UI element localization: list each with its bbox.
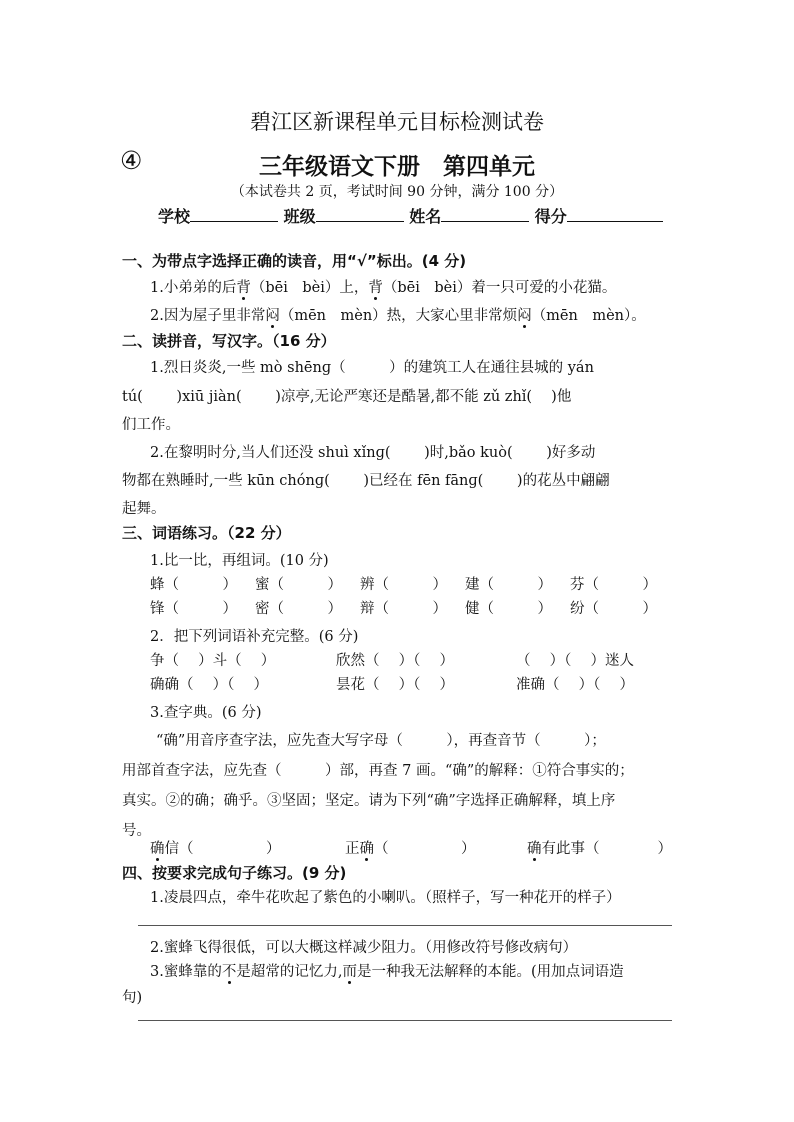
compare-word: 健（ ） — [465, 601, 552, 617]
choice-item: 确信（ ） — [150, 841, 281, 857]
dotted-char: 而 — [342, 964, 357, 980]
dotted-char: 背 — [236, 280, 251, 296]
dotted-char: 背 — [368, 280, 383, 296]
s1-question1: 1.小弟弟的后背（bēi bèi）上，背（bēi bèi）着一只可爱的小花猫。 — [150, 280, 617, 296]
compare-word: 纷（ ） — [570, 601, 657, 617]
compare-word: 蜂（ ） — [150, 577, 237, 593]
s2-p2-line3: 起舞。 — [122, 501, 166, 517]
s1-question2: 2.因为屋子里非常闷（mēn mèn）热，大家心里非常烦闷（mēn mèn）。 — [150, 308, 646, 324]
dotted-char: 确 — [150, 841, 165, 857]
compare-word: 芬（ ） — [570, 577, 657, 593]
exam-note: （本试卷共 2 页，考试时间 90 分钟，满分 100 分） — [230, 184, 564, 200]
idiom-fill: 欣然（ ）（ ） — [336, 653, 454, 669]
idiom-fill: 确确（ ）（ ） — [150, 677, 268, 693]
dotted-char: 不 — [221, 964, 237, 980]
s2-p2-line2: 物都在熟睡时,一些 kūn chónɡ( )已经在 fēn fānɡ( )的花丛中翩翩 — [122, 473, 610, 489]
section2-heading: 二、读拼音，写汉字。（16 分） — [122, 332, 336, 350]
section4-heading: 四、按要求完成句子练习。(9 分) — [122, 864, 347, 882]
school-blank[interactable] — [190, 207, 278, 222]
score-blank[interactable] — [567, 207, 663, 222]
exam-number: ④ — [120, 146, 143, 175]
s3-q3-title: 3.查字典。(6 分) — [150, 705, 262, 721]
name-blank[interactable] — [441, 207, 529, 222]
s3-q1-title: 1.比一比，再组词。(10 分) — [150, 553, 329, 569]
s4-question2: 2.蜜蜂飞得很低，可以大概这样减少阻力。（用修改符号修改病句） — [150, 940, 578, 956]
answer-line[interactable] — [138, 1020, 672, 1021]
compare-word: 辨（ ） — [360, 577, 447, 593]
idiom-fill: 准确（ ）（ ） — [516, 677, 634, 693]
dotted-char: 确 — [527, 841, 542, 857]
dict-line1: “确”用音序查字法，应先查大写字母（ ），再查音节（ ）； — [156, 733, 606, 749]
choice-item: 正确（ ） — [345, 841, 476, 857]
school-label: 学校 — [158, 207, 191, 226]
compare-word: 辩（ ） — [360, 601, 447, 617]
s2-p1-line1: 1.烈日炎炎,一些 mò shēnɡ（ ）的建筑工人在通往县城的 yán — [150, 360, 594, 376]
name-label: 姓名 — [409, 207, 442, 226]
exam-subtitle: 三年级语文下册 第四单元 — [259, 154, 535, 180]
score-label: 得分 — [534, 207, 567, 226]
s2-p2-line1: 2.在黎明时分,当人们还没 shuì xǐnɡ( )时,bǎo kuò( )好多动 — [150, 445, 596, 461]
dotted-char: 确 — [359, 841, 374, 857]
section1-heading: 一、为带点字选择正确的读音，用“√”标出。(4 分) — [122, 252, 467, 270]
compare-word: 密（ ） — [255, 601, 342, 617]
dict-line3: 真实。②的确；确乎。③坚固；坚定。请为下列“确”字选择正确解释，填上序 — [122, 793, 616, 809]
dict-line4: 号。 — [122, 823, 151, 839]
exam-title: 碧江区新课程单元目标检测试卷 — [250, 110, 544, 134]
s3-q2-title: 2．把下列词语补充完整。(6 分) — [150, 629, 359, 645]
dotted-char: 闷 — [517, 308, 532, 324]
s4-question1: 1.凌晨四点，牵牛花吹起了紫色的小喇叭。（照样子，写一种花开的样子） — [150, 890, 621, 906]
class-label: 班级 — [283, 207, 316, 226]
dotted-char: 闷 — [265, 308, 280, 324]
s4-question3: 3.蜜蜂靠的不是超常的记忆力,而是一种我无法解释的本能。(用加点词语造 — [150, 964, 624, 980]
s2-p1-line2: tú( )xiū jiàn( )凉亭,无论严寒还是酷暑,都不能 zǔ zhǐ( )他 — [122, 389, 572, 405]
compare-word: 蜜（ ） — [255, 577, 342, 593]
section3-heading: 三、词语练习。（22 分） — [122, 524, 291, 542]
idiom-fill: 争（ ）斗（ ） — [150, 653, 276, 669]
compare-word: 建（ ） — [465, 577, 552, 593]
s4-question3-cont: 句) — [122, 990, 143, 1006]
class-blank[interactable] — [316, 207, 404, 222]
student-info-row — [158, 204, 663, 227]
choice-item: 确有此事（ ） — [527, 841, 672, 857]
s2-p1-line3: 们工作。 — [122, 417, 180, 433]
dict-line2: 用部首查字法，应先查（ ）部，再查 7 画。“确”的解释：①符合事实的； — [122, 763, 634, 779]
idiom-fill: （ ）（ ）迷人 — [516, 653, 634, 669]
answer-line[interactable] — [138, 925, 672, 926]
compare-word: 锋（ ） — [150, 601, 237, 617]
idiom-fill: 昙花（ ）（ ） — [336, 677, 454, 693]
